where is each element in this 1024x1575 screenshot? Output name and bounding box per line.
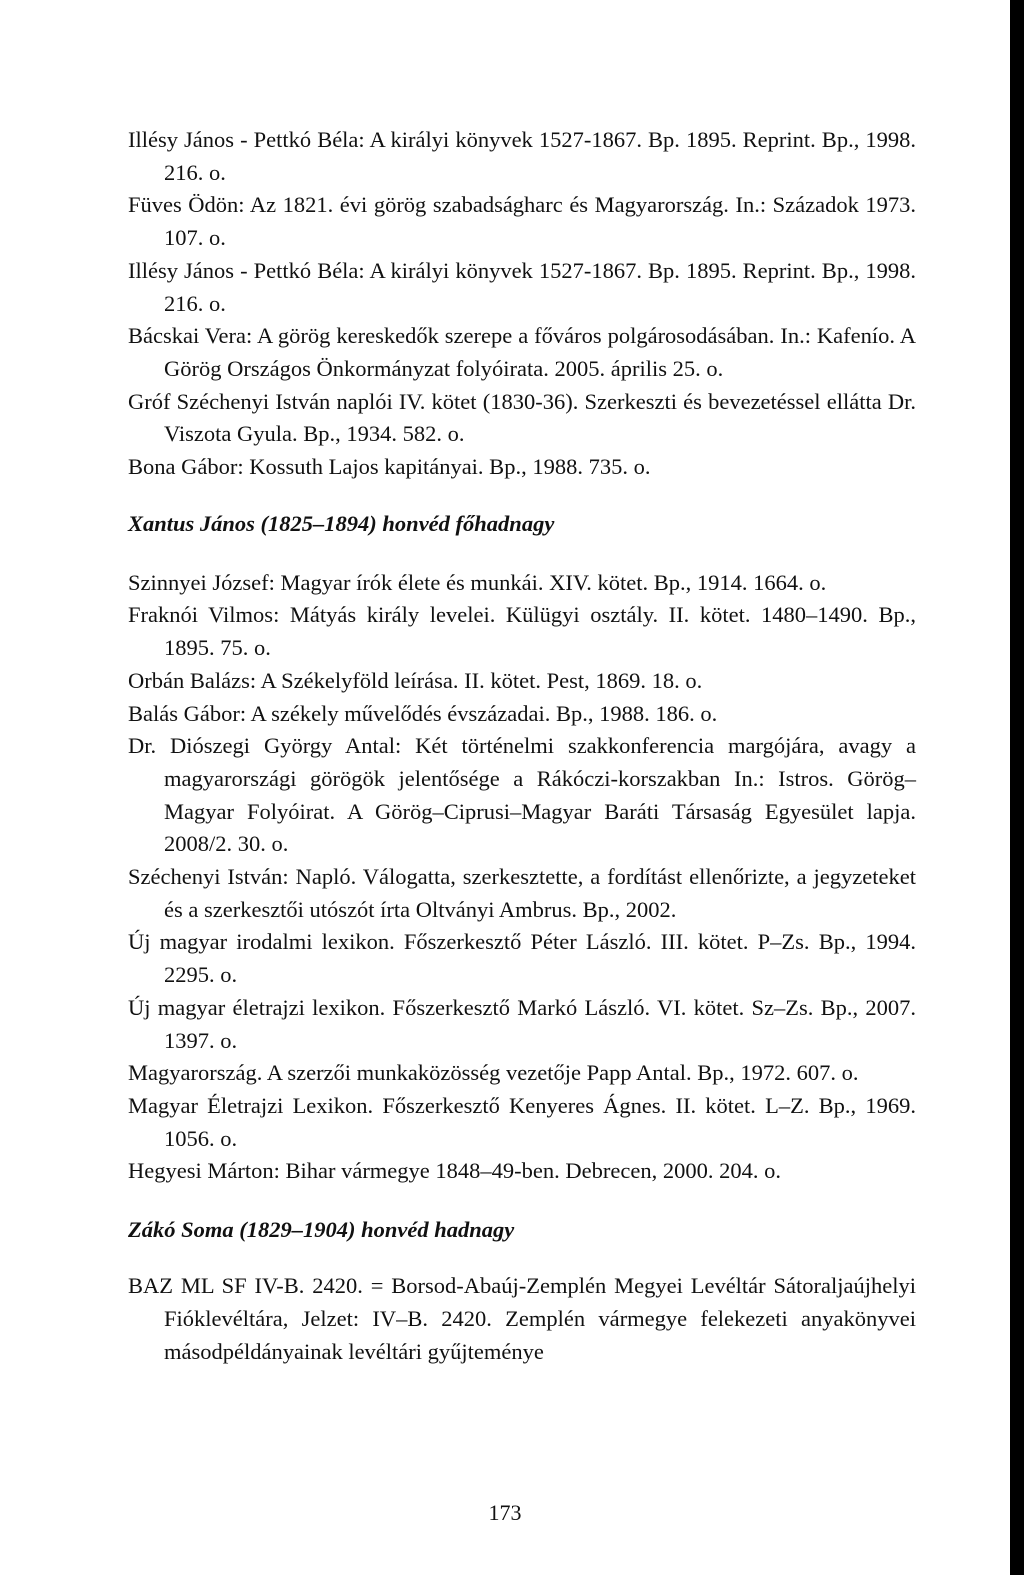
- bibliography-entry: Orbán Balázs: A Székelyföld leírása. II. kötet. Pest, 1869. 18. o.: [128, 667, 703, 693]
- bibliography-entry: Magyarország. A szerzői munkaközösség vezetője Papp Antal. Bp., 1972. 607. o.: [128, 1060, 859, 1086]
- bibliography-entry: Bona Gábor: Kossuth Lajos kapitányai. Bp., 1988. 735. o.: [128, 454, 651, 480]
- page-number: 173: [488, 1500, 522, 1525]
- bibliography-entry: Illésy János - Pettkó Béla: A királyi könyvek 1527-1867. Bp. 1895. Reprint. Bp., 1998. 216. o.: [128, 127, 916, 185]
- bibliography-group-2: [128, 567, 916, 1188]
- section-heading-xantus: Xantus János (1825–1894) honvéd főhadnagy: [128, 510, 555, 536]
- bibliography-entry: Fraknói Vilmos: Mátyás király levelei. Külügyi osztály. II. kötet. 1480–1490. Bp., 1895. 75. o.: [128, 602, 916, 661]
- bibliography-entry: Új magyar életrajzi lexikon. Főszerkesztő Markó László. VI. kötet. Sz–Zs. Bp., 2007. 1397. o.: [128, 994, 916, 1053]
- bibliography-entry: Dr. Diószegi György Antal: Két történelmi szakkonferencia margójára, avagy a magyarországi görögök jelentősége a Rákóczi-korszakban In.: Istros. Görög–Magyar Folyóirat. A Görög–Ciprusi–Magyar Baráti Társaság Egyesület lapja. 2008/2. 30. o.: [128, 733, 916, 857]
- page-content: [128, 124, 916, 1368]
- bibliography-group-3: [128, 1270, 916, 1368]
- bibliography-entry: Gróf Széchenyi István naplói IV. kötet (1830-36). Szerkeszti és bevezetéssel ellátta Dr. Viszota Gyula. Bp., 1934. 582. o.: [128, 388, 916, 447]
- section-heading-zako: Zákó Soma (1829–1904) honvéd hadnagy: [128, 1217, 515, 1243]
- bibliography-entry: Széchenyi István: Napló. Válogatta, szerkesztette, a fordítást ellenőrizte, a jegyzeteket és a szerkesztői utószót írta Oltványi Ambrus. Bp., 2002.: [128, 864, 916, 922]
- bibliography-entry: Szinnyei József: Magyar írók élete és munkái. XIV. kötet. Bp., 1914. 1664. o.: [128, 569, 827, 595]
- bibliography-entry: Illésy János - Pettkó Béla: A királyi könyvek 1527-1867. Bp. 1895. Reprint. Bp., 1998. 216. o.: [128, 257, 916, 316]
- bibliography-group-1: [128, 124, 916, 484]
- bibliography-entry: Hegyesi Márton: Bihar vármegye 1848–49-ben. Debrecen, 2000. 204. o.: [128, 1158, 781, 1184]
- bibliography-entry: BAZ ML SF IV-B. 2420. = Borsod-Abaúj-Zemplén Megyei Levéltár Sátoraljaújhelyi Fióklevéltára, Jelzet: IV–B. 2420. Zemplén vármegye felekezeti anyakönyvei másodpéldányainak levéltári gyűjteménye: [128, 1273, 916, 1364]
- bibliography-entry: Magyar Életrajzi Lexikon. Főszerkesztő Kenyeres Ágnes. II. kötet. L–Z. Bp., 1969. 1056. o.: [128, 1092, 916, 1151]
- bibliography-entry: Füves Ödön: Az 1821. évi görög szabadságharc és Magyarország. In.: Századok 1973. 107. o.: [128, 192, 916, 251]
- bibliography-entry: Balás Gábor: A székely művelődés évszázadai. Bp., 1988. 186. o.: [128, 700, 718, 726]
- bibliography-entry: Bácskai Vera: A görög kereskedők szerepe a főváros polgárosodásában. In.: Kafenío. A Görög Országos Önkormányzat folyóirata. 2005. április 25. o.: [128, 323, 916, 381]
- bibliography-entry: Új magyar irodalmi lexikon. Főszerkesztő Péter László. III. kötet. P–Zs. Bp., 1994. 2295. o.: [128, 929, 916, 988]
